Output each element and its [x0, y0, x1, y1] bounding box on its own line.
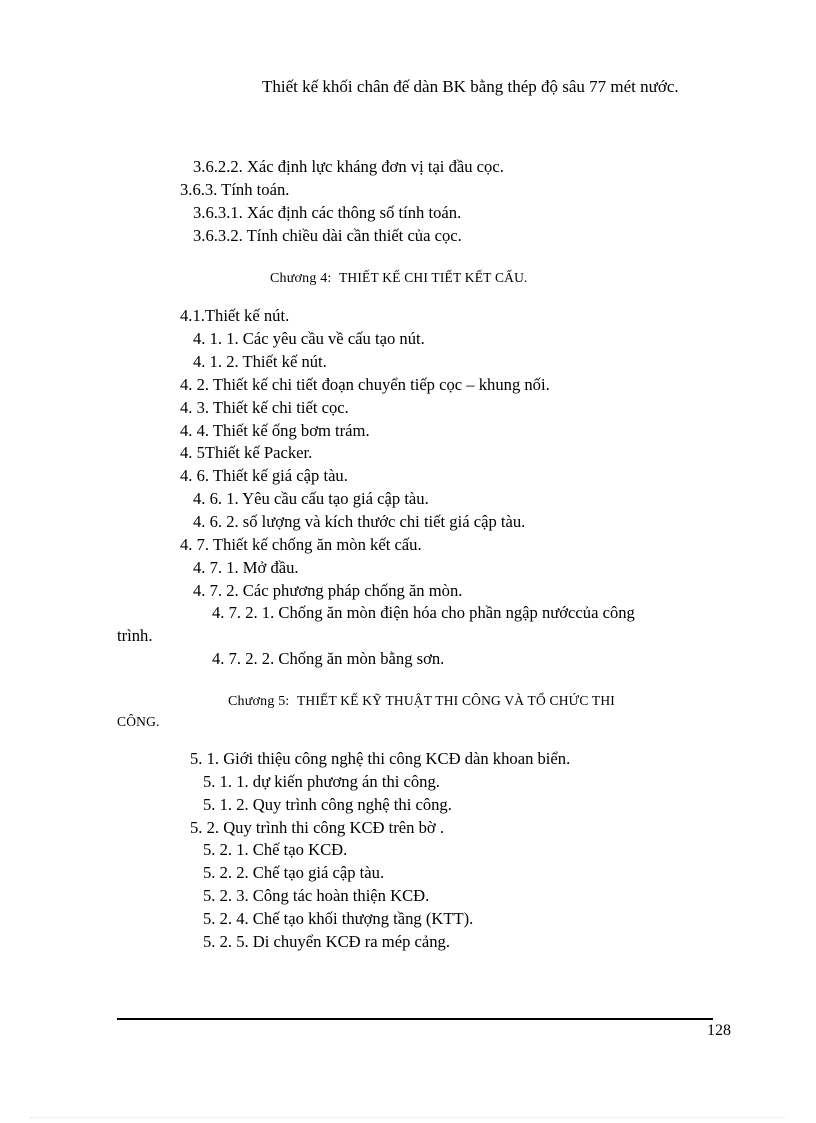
toc-entry-5-1-1: 5. 1. 1. dự kiến phương án thi công. — [203, 772, 440, 791]
page-bottom-dotted-line — [30, 1117, 786, 1118]
toc-entry-3-6-3: 3.6.3. Tính toán. — [180, 180, 290, 199]
toc-entry-5-1-2: 5. 1. 2. Quy trình công nghệ thi công. — [203, 795, 452, 814]
toc-entry-5-2-3: 5. 2. 3. Công tác hoàn thiện KCĐ. — [203, 886, 430, 905]
chapter-5-label: Chương 5: — [228, 694, 290, 709]
toc-entry-4-6-1: 4. 6. 1. Yêu cầu cấu tạo giá cập tàu. — [193, 489, 429, 508]
chapter-4-title: THIẾT KẾ CHI TIẾT KẾT CẤU. — [338, 270, 528, 285]
toc-entry-4-1: 4.1.Thiết kế nút. — [180, 306, 290, 325]
chapter-4-heading — [270, 268, 528, 289]
toc-entry-4-1-2: 4. 1. 2. Thiết kế nút. — [193, 352, 327, 371]
toc-entry-5-2: 5. 2. Quy trình thi công KCĐ trên bờ . — [190, 818, 444, 837]
footer-rule — [117, 1018, 713, 1020]
toc-entry-4-6-2: 4. 6. 2. số lượng và kích thước chi tiết giá cập tàu. — [193, 512, 526, 531]
toc-entry-5-2-5: 5. 2. 5. Di chuyển KCĐ ra mép cảng. — [203, 932, 451, 951]
toc-entry-3-6-3-1: 3.6.3.1. Xác định các thông số tính toán. — [193, 203, 462, 222]
running-header: Thiết kế khối chân đế dàn BK bằng thép độ sâu 77 mét nước. — [262, 77, 679, 96]
toc-entry-4-2: 4. 2. Thiết kế chi tiết đoạn chuyển tiếp cọc – khung nối. — [180, 375, 550, 394]
toc-entry-4-7-2-2: 4. 7. 2. 2. Chống ăn mòn bằng sơn. — [212, 649, 445, 668]
chapter-5-heading — [228, 691, 615, 712]
chapter-5-title: THIẾT KẾ KỸ THUẬT THI CÔNG VÀ TỔ CHỨC THI — [296, 693, 615, 708]
toc-entry-4-7-2-1: 4. 7. 2. 1. Chống ăn mòn điện hóa cho phần ngập nướccủa công — [212, 603, 635, 622]
toc-entry-5-2-1: 5. 2. 1. Chế tạo KCĐ. — [203, 840, 348, 859]
toc-entry-4-4: 4. 4. Thiết kế ống bơm trám. — [180, 421, 370, 440]
chapter-5-heading-cont — [117, 712, 160, 733]
page-number: 128 — [707, 1022, 731, 1039]
toc-entry-4-7-2-1-cont: trình. — [117, 626, 153, 645]
toc-entry-4-6: 4. 6. Thiết kế giá cập tàu. — [180, 466, 348, 485]
toc-entry-4-1-1: 4. 1. 1. Các yêu cầu về cấu tạo nút. — [193, 329, 425, 348]
toc-entry-4-3: 4. 3. Thiết kế chi tiết cọc. — [180, 398, 349, 417]
toc-entry-3-6-3-2: 3.6.3.2. Tính chiều dài cần thiết của cọc. — [193, 226, 462, 245]
toc-entry-5-2-2: 5. 2. 2. Chế tạo giá cập tàu. — [203, 863, 385, 882]
toc-entry-4-7-2: 4. 7. 2. Các phương pháp chống ăn mòn. — [193, 581, 463, 600]
toc-entry-5-1: 5. 1. Giới thiệu công nghệ thi công KCĐ dàn khoan biển. — [190, 749, 571, 768]
chapter-5-title-cont: CÔNG. — [117, 714, 160, 729]
chapter-4-label: Chương 4: — [270, 271, 332, 286]
toc-entry-4-7: 4. 7. Thiết kế chống ăn mòn kết cấu. — [180, 535, 422, 554]
toc-entry-3-6-2-2: 3.6.2.2. Xác định lực kháng đơn vị tại đầu cọc. — [193, 157, 504, 176]
toc-entry-5-2-4: 5. 2. 4. Chế tạo khối thượng tầng (KTT). — [203, 909, 474, 928]
toc-entry-4-5: 4. 5Thiết kế Packer. — [180, 443, 313, 462]
toc-entry-4-7-1: 4. 7. 1. Mở đầu. — [193, 558, 299, 577]
